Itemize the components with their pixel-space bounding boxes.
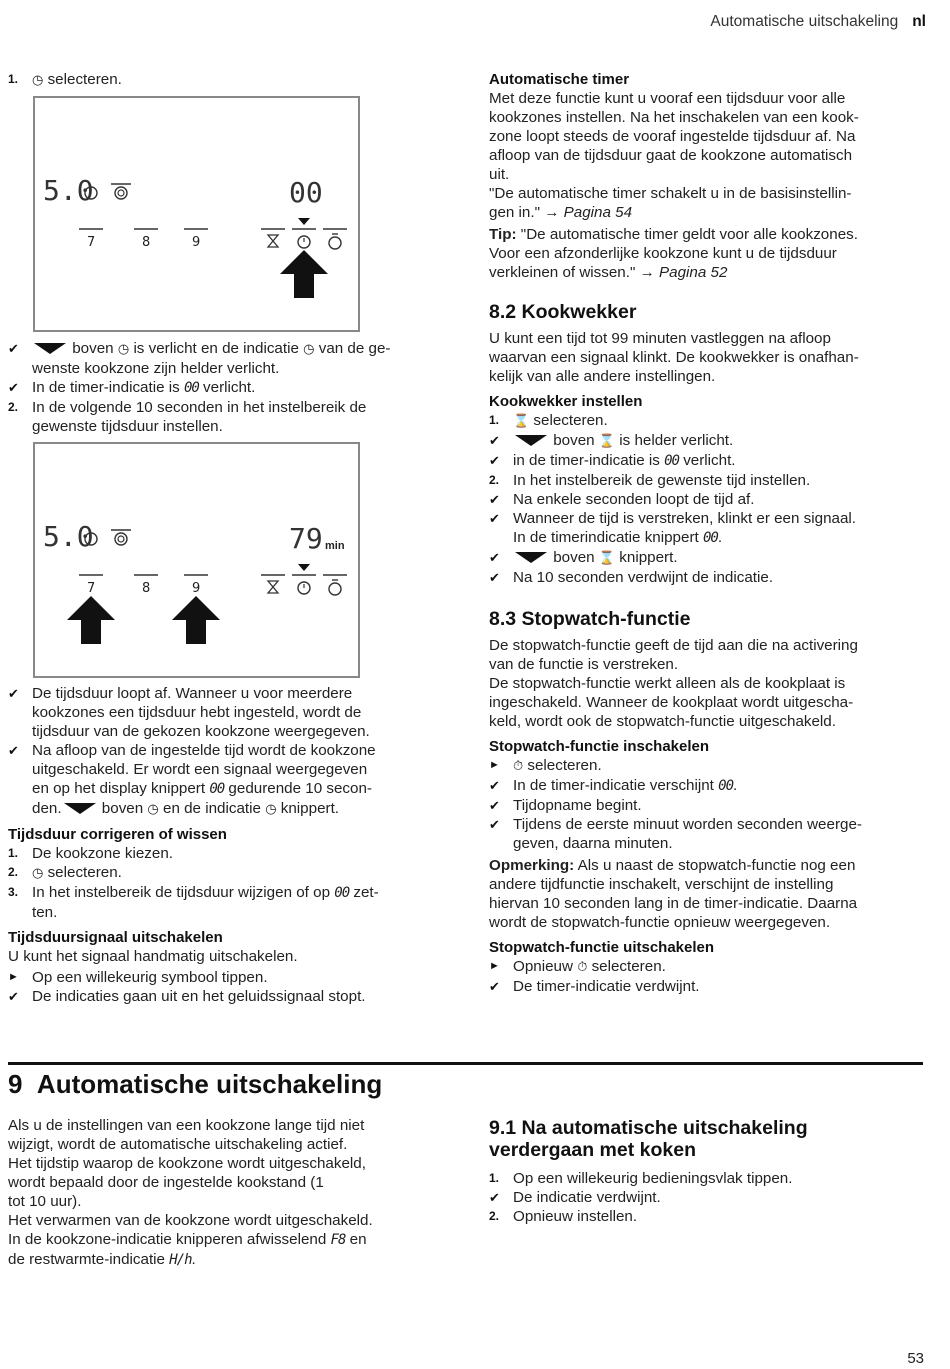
text (489, 815, 919, 853)
text: In de timer-indicatie verschijnt 00. (513, 777, 738, 794)
text: selecteren. (591, 958, 666, 975)
text (489, 471, 919, 490)
text: In de volgende 10 seconden in het instelbereik de (32, 399, 367, 416)
zone-label: 8 (142, 581, 151, 596)
check-marker: ✔ (489, 550, 500, 565)
text: Met deze functie kunt u vooraf een tijdsduur voor alle (489, 90, 846, 107)
heading-stopwatch-on: Stopwatch-functie inschakelen (489, 738, 710, 755)
text (118, 190, 124, 196)
text (513, 957, 666, 977)
text (8, 863, 438, 883)
panel2-unit: min (325, 540, 345, 552)
text: ingeschakeld. Wanneer de kookplaat wordt uitgescha- (489, 694, 854, 711)
panel-1-graphic (35, 98, 358, 330)
text: Na 10 seconden verdwijnt de indicatie. (513, 569, 774, 586)
step-number: 3. (8, 885, 19, 899)
text: is helder verlicht. (619, 432, 734, 449)
heading-8-3: 8.3 Stopwatch-functie (489, 608, 691, 630)
timer-icon: ◷ (303, 342, 315, 357)
text: kookzones instellen. Na het inschakelen van een kook- (489, 109, 859, 126)
page-reference[interactable]: Pagina 54 (563, 204, 633, 221)
left-column (8, 70, 438, 90)
text: selecteren. (527, 757, 602, 774)
text (513, 411, 608, 431)
text: verlicht. (683, 452, 736, 469)
stopwatch-icon (329, 583, 341, 595)
panel2-display-right: 79 (289, 522, 323, 555)
text: uitgeschakeld. Er wordt een signaal weergegeven (32, 761, 368, 778)
text: knippert. (619, 549, 678, 566)
hourglass-icon: ⌛ (513, 414, 530, 429)
stopwatch-icon: ⏱ (577, 960, 588, 975)
arrow-icon: → (639, 264, 655, 281)
segment-display: 00 (334, 885, 350, 901)
text (489, 509, 919, 548)
text: keld, wordt ook de stopwatch-functie uitgeschakeld. (489, 713, 836, 730)
text: Opnieuw (513, 958, 573, 975)
chapter-rule (8, 1062, 923, 1065)
step1-text: selecteren. (47, 71, 122, 88)
note-text (489, 856, 919, 932)
check-marker: ✔ (489, 979, 500, 994)
text: van de functie is verstreken. (489, 656, 679, 673)
arrow-icon: → (544, 204, 560, 221)
action-marker: ► (489, 960, 500, 972)
signal-paragraph: U kunt het signaal handmatig uitschakelen. (8, 948, 298, 965)
panel1-display-left: 5.0 (43, 174, 94, 207)
hourglass-icon (268, 581, 278, 593)
heading-8-2: 8.2 Kookwekker (489, 301, 637, 323)
text (489, 957, 919, 977)
segment-display: 00 (718, 778, 733, 794)
text: In de timerindicatie knippert (513, 529, 699, 546)
step-number: 2. (8, 865, 19, 879)
text (489, 1169, 919, 1188)
text (8, 339, 438, 378)
hourglass-icon (268, 235, 278, 247)
text (32, 398, 366, 436)
triangle-icon (515, 552, 547, 563)
text: afloop van de tijdsduur gaat de kookzone automatisch (489, 147, 853, 164)
text: De kookzone kiezen. (32, 845, 173, 862)
text: In het instelbereik de gewenste tijd instellen. (513, 472, 811, 489)
text: waarvan een signaal klinkt. De kookwekker is onafhan- (489, 349, 859, 366)
heading-9-1 (489, 1117, 919, 1161)
display-panel-2 (33, 442, 360, 678)
text: en (349, 1231, 367, 1248)
text (8, 968, 438, 987)
text: andere tijdfunctie inschakelt, verschijnt de instelling (489, 876, 834, 893)
step-number: 2. (489, 1209, 500, 1223)
chapter-left (8, 1116, 438, 1270)
text (8, 883, 438, 922)
text: kelijk van alle andere instellingen. (489, 368, 716, 385)
text: Als u de instellingen van een kookzone lange tijd niet (8, 1117, 365, 1134)
segment-display: 00 (183, 380, 199, 396)
hourglass-icon: ⌛ (598, 434, 616, 449)
header-lang: nl (912, 13, 926, 30)
zone-label: 9 (192, 581, 201, 596)
text: De stopwatch-functie werkt alleen als de kookplaat is (489, 675, 846, 692)
text: boven (553, 432, 595, 449)
text: Tijdopname begint. (513, 797, 642, 814)
text: "De automatische timer geldt voor alle kookzones. (520, 226, 858, 243)
chapter-number: 9 (8, 1069, 23, 1099)
text: wordt de stopwatch-functie opnieuw weergegeven. (489, 914, 831, 931)
text (489, 548, 919, 568)
text: gewenste tijdsduur instellen. (32, 418, 223, 435)
check-marker: ✔ (8, 686, 19, 701)
text: uit. (489, 166, 510, 183)
segment-display: F8 (330, 1232, 346, 1248)
text (32, 684, 370, 741)
check-marker: ✔ (489, 1190, 500, 1205)
triangle-icon (64, 803, 96, 814)
right-column (489, 70, 919, 996)
text: kookzones een tijdsduur hebt ingesteld, wordt de (32, 704, 362, 721)
check-marker: ✔ (489, 778, 500, 793)
text: ten. (32, 904, 58, 921)
stopwatch-text (489, 636, 919, 731)
check-marker: ✔ (489, 453, 500, 468)
text: en de indicatie (163, 800, 261, 817)
text (489, 756, 919, 776)
text: Na afloop van de ingestelde tijd wordt de kookzone (32, 742, 376, 759)
text: gen in." (489, 204, 540, 221)
heading-correct: Tijdsduur corrigeren of wissen (8, 826, 227, 843)
text (489, 451, 919, 471)
display-panel-1 (33, 96, 360, 332)
text: De stopwatch-functie geeft de tijd aan die na activering (489, 637, 858, 654)
text: Tijdens de eerste minuut worden seconden weerge- (513, 816, 862, 833)
text (489, 977, 919, 996)
text: verkleinen of wissen." (489, 264, 636, 281)
check-marker: ✔ (489, 798, 500, 813)
timer-icon: ◷ (32, 73, 44, 88)
text: geven, daarna minuten. (513, 835, 673, 852)
zone-icon (115, 533, 127, 545)
text (8, 70, 438, 90)
text (32, 863, 122, 883)
text (489, 776, 919, 796)
text: en op het display knippert (32, 780, 206, 797)
indicator-triangle-icon (298, 218, 310, 225)
panel-2-graphic (35, 444, 358, 676)
text: De indicatie verdwijnt. (513, 1189, 661, 1206)
text: tot 10 uur). (8, 1193, 82, 1210)
text: De indicaties gaan uit en het geluidssignaal stopt. (32, 988, 366, 1005)
check-marker: ✔ (8, 380, 19, 395)
timer-icon: ◷ (147, 802, 159, 817)
text: de restwarmte-indicatie (8, 1251, 165, 1268)
text: verdergaan met koken (489, 1139, 697, 1161)
zone-label: 9 (192, 235, 201, 250)
text: is verlicht en de indicatie (133, 340, 299, 357)
text (8, 741, 438, 819)
heading-auto-timer: Automatische timer (489, 71, 630, 88)
text: Het verwarmen van de kookzone wordt uitgeschakeld. (8, 1212, 373, 1229)
left-column-part2 (8, 339, 438, 436)
stopwatch-icon: ⏱ (513, 759, 524, 774)
zone-icon (115, 187, 127, 199)
zone-label: 7 (87, 581, 96, 596)
text: U kunt een tijd tot 99 minuten vastleggen na afloop (489, 330, 831, 347)
segment-display: 00 (664, 453, 679, 469)
step-number: 2. (489, 473, 500, 487)
page-header (710, 12, 926, 31)
heading-kookwekker-instellen: Kookwekker instellen (489, 393, 643, 410)
text: In de kookzone-indicatie knipperen afwisselend (8, 1231, 327, 1248)
left-column-part3 (8, 684, 438, 1006)
text: "De automatische timer schakelt u in de basisinstellin- (489, 185, 852, 202)
triangle-icon (515, 435, 547, 446)
text (513, 431, 733, 451)
text (32, 883, 379, 922)
header-section: Automatische uitschakeling (710, 13, 899, 30)
heading-stopwatch-off: Stopwatch-functie uitschakelen (489, 939, 715, 956)
triangle-icon (34, 343, 66, 354)
check-marker: ✔ (8, 743, 19, 758)
text: wenste kookzone zijn helder verlicht. (32, 360, 280, 377)
text (489, 1188, 919, 1207)
arrow-up-icon (172, 596, 220, 644)
check-marker: ✔ (489, 817, 500, 832)
segment-display: H/h (169, 1252, 192, 1268)
text (513, 815, 862, 853)
text: Opnieuw instellen. (513, 1208, 638, 1225)
text (32, 378, 255, 398)
panel2-display-left: 5.0 (43, 520, 94, 553)
text (8, 844, 438, 863)
text (489, 490, 919, 509)
text: verlicht. (203, 379, 256, 396)
text: van de ge- (318, 340, 391, 357)
text (118, 536, 124, 542)
text: hiervan 10 seconden lang in de timer-indicatie. Daarna (489, 895, 858, 912)
chapter-right (489, 1117, 919, 1226)
text: wijzigt, wordt de automatische uitschakeling actief. (8, 1136, 348, 1153)
arrow-up-icon (280, 250, 328, 298)
check-marker: ✔ (489, 570, 500, 585)
step-number: 1. (8, 72, 19, 86)
chapter-name: Automatische uitschakeling (36, 1069, 383, 1099)
action-marker: ► (8, 971, 19, 983)
timer-icon: ◷ (32, 866, 44, 881)
text: In het instelbereik de tijdsduur wijzigen of op (32, 884, 331, 901)
hourglass-icon: ⌛ (598, 551, 616, 566)
step-number: 1. (489, 1171, 500, 1185)
page-reference[interactable]: Pagina 52 (659, 264, 728, 281)
text: De timer-indicatie verdwijnt. (513, 978, 700, 995)
text: zone loopt steeds de vooraf ingestelde tijdsduur af. Na (489, 128, 856, 145)
text: tijdsduur van de gekozen kookzone weergegeven. (32, 723, 370, 740)
text: Tip: (489, 226, 517, 243)
check-marker: ✔ (489, 511, 500, 526)
text: boven (101, 800, 144, 817)
text (8, 378, 438, 398)
check-marker: ✔ (8, 989, 19, 1004)
text: selecteren. (533, 412, 608, 429)
text: Als u naast de stopwatch-functie nog een (577, 857, 856, 874)
auto-timer-text (489, 89, 919, 222)
text: Voor een afzonderlijke kookzone kunt u de tijdsduur (489, 245, 837, 262)
page-number: 53 (907, 1350, 924, 1367)
text: Wanneer de tijd is verstreken, klinkt er een signaal. In de timerindicatie knippert 00. (513, 510, 857, 546)
text (513, 756, 602, 776)
arrow-up-icon (67, 596, 115, 644)
text: Opmerking: (489, 857, 575, 874)
step-number: 1. (8, 846, 19, 860)
indicator-triangle-icon (298, 564, 310, 571)
timer-icon: ◷ (265, 802, 277, 817)
text (513, 548, 678, 568)
text (32, 741, 376, 819)
text: in de timer-indicatie is (513, 452, 660, 469)
text (8, 987, 438, 1006)
chapter-title (8, 1069, 382, 1099)
text: Op een willekeurig symbool tippen. (32, 969, 268, 986)
zone-label: 8 (142, 235, 151, 250)
text: boven (553, 549, 595, 566)
check-marker: ✔ (8, 341, 19, 356)
text: Het tijdstip waarop de kookzone wordt uitgeschakeld, (8, 1155, 366, 1172)
check-marker: ✔ (489, 433, 500, 448)
text: wordt bepaald door de ingestelde kookstand (1 (8, 1174, 324, 1191)
kookwekker-text (489, 329, 919, 386)
text (32, 339, 391, 378)
text (513, 451, 736, 471)
step-number: 1. (489, 413, 500, 427)
text: De tijdsduur loopt af. Wanneer u voor meerdere (32, 685, 353, 702)
text: In de timer-indicatie verschijnt (513, 777, 714, 794)
text (489, 1207, 919, 1226)
segment-display: 00 (209, 781, 225, 797)
text: boven (72, 340, 114, 357)
chapter-paragraph: Als u de instellingen van een kookzone lange tijd niet wijzigt, wordt de automatische uitschakeling actief. Het tijdstip waarop de kookzone wordt uitgeschakeld, wordt bepaald door de ingestelde kookstand (1 tot 10 uur). Het verwarmen van de kookzone wordt uitgeschakeld. In de kookzone-indicatie knipperen afwisselend F8 en de restwarmte-indicatie H/h. (8, 1117, 373, 1268)
text: selecteren. (47, 864, 122, 881)
stopwatch-icon (329, 237, 341, 249)
text: 9.1 Na automatische uitschakeling (489, 1117, 808, 1139)
text (489, 411, 919, 431)
text (489, 431, 919, 451)
text (489, 568, 919, 587)
text (8, 398, 438, 436)
text: Op een willekeurig bedieningsvlak tippen. (513, 1170, 793, 1187)
timer-icon: ◷ (117, 342, 130, 357)
text (8, 684, 438, 741)
step-number: 2. (8, 400, 19, 414)
check-marker: ✔ (489, 492, 500, 507)
tip-text (489, 225, 919, 282)
panel1-display-right: 00 (289, 176, 323, 209)
text: gedurende 10 secon- (228, 780, 372, 797)
text: Wanneer de tijd is verstreken, klinkt er een signaal. (513, 510, 857, 527)
text: Na enkele seconden loopt de tijd af. (513, 491, 755, 508)
action-marker: ► (489, 759, 500, 771)
heading-signal: Tijdsduursignaal uitschakelen (8, 929, 223, 946)
zone-label: 7 (87, 235, 96, 250)
text: In de timer-indicatie is (32, 379, 180, 396)
text: den. (32, 800, 62, 817)
text: zet- (353, 884, 379, 901)
text (32, 70, 122, 90)
segment-display: 00 (702, 530, 718, 546)
text (489, 796, 919, 815)
text: knippert. (280, 800, 340, 817)
